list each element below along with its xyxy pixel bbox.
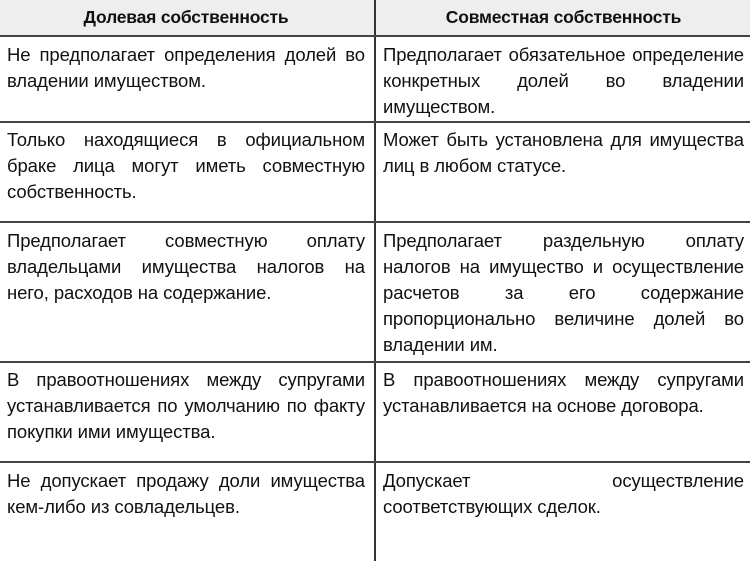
cell-joint: Предполагает обязательное определение конкретных долей во владении имуществом. — [383, 44, 744, 117]
header-joint-ownership: Совместная собственность — [445, 7, 682, 27]
table-row — [0, 37, 750, 123]
cell-shared: В правоотношениях между супругами устанавливается по умолчанию по факту покупки ими имущества. — [0, 363, 376, 461]
cell-joint: Может быть установлена для имущества лиц в любом статусе. — [383, 129, 744, 176]
cell-joint: В правоотношениях между супругами устанавливается на основе договора. — [383, 369, 744, 416]
cell-joint: Предполагает раздельную оплату налогов на имущество и осуществление расчетов за его содержание пропорционально величине долей во владении им. — [383, 230, 744, 355]
table-header-row — [0, 0, 750, 37]
table-row — [0, 123, 750, 223]
table-row — [0, 363, 750, 463]
cell-joint: Допускает осуществление соответствующих сделок. — [383, 470, 744, 517]
cell-shared: Не допускает продажу доли имущества кем-либо из совладельцев. — [0, 463, 376, 561]
header-shared-ownership: Долевая собственность — [0, 0, 376, 35]
cell-shared: Предполагает совместную оплату владельцами имущества налогов на него, расходов на содержание. — [0, 223, 376, 361]
cell-shared: Только находящиеся в официальном браке лица могут иметь совместную собственность. — [0, 123, 376, 221]
table-row — [0, 463, 750, 561]
table-row — [0, 223, 750, 363]
cell-shared: Не предполагает определения долей во владении имуществом. — [0, 37, 376, 121]
